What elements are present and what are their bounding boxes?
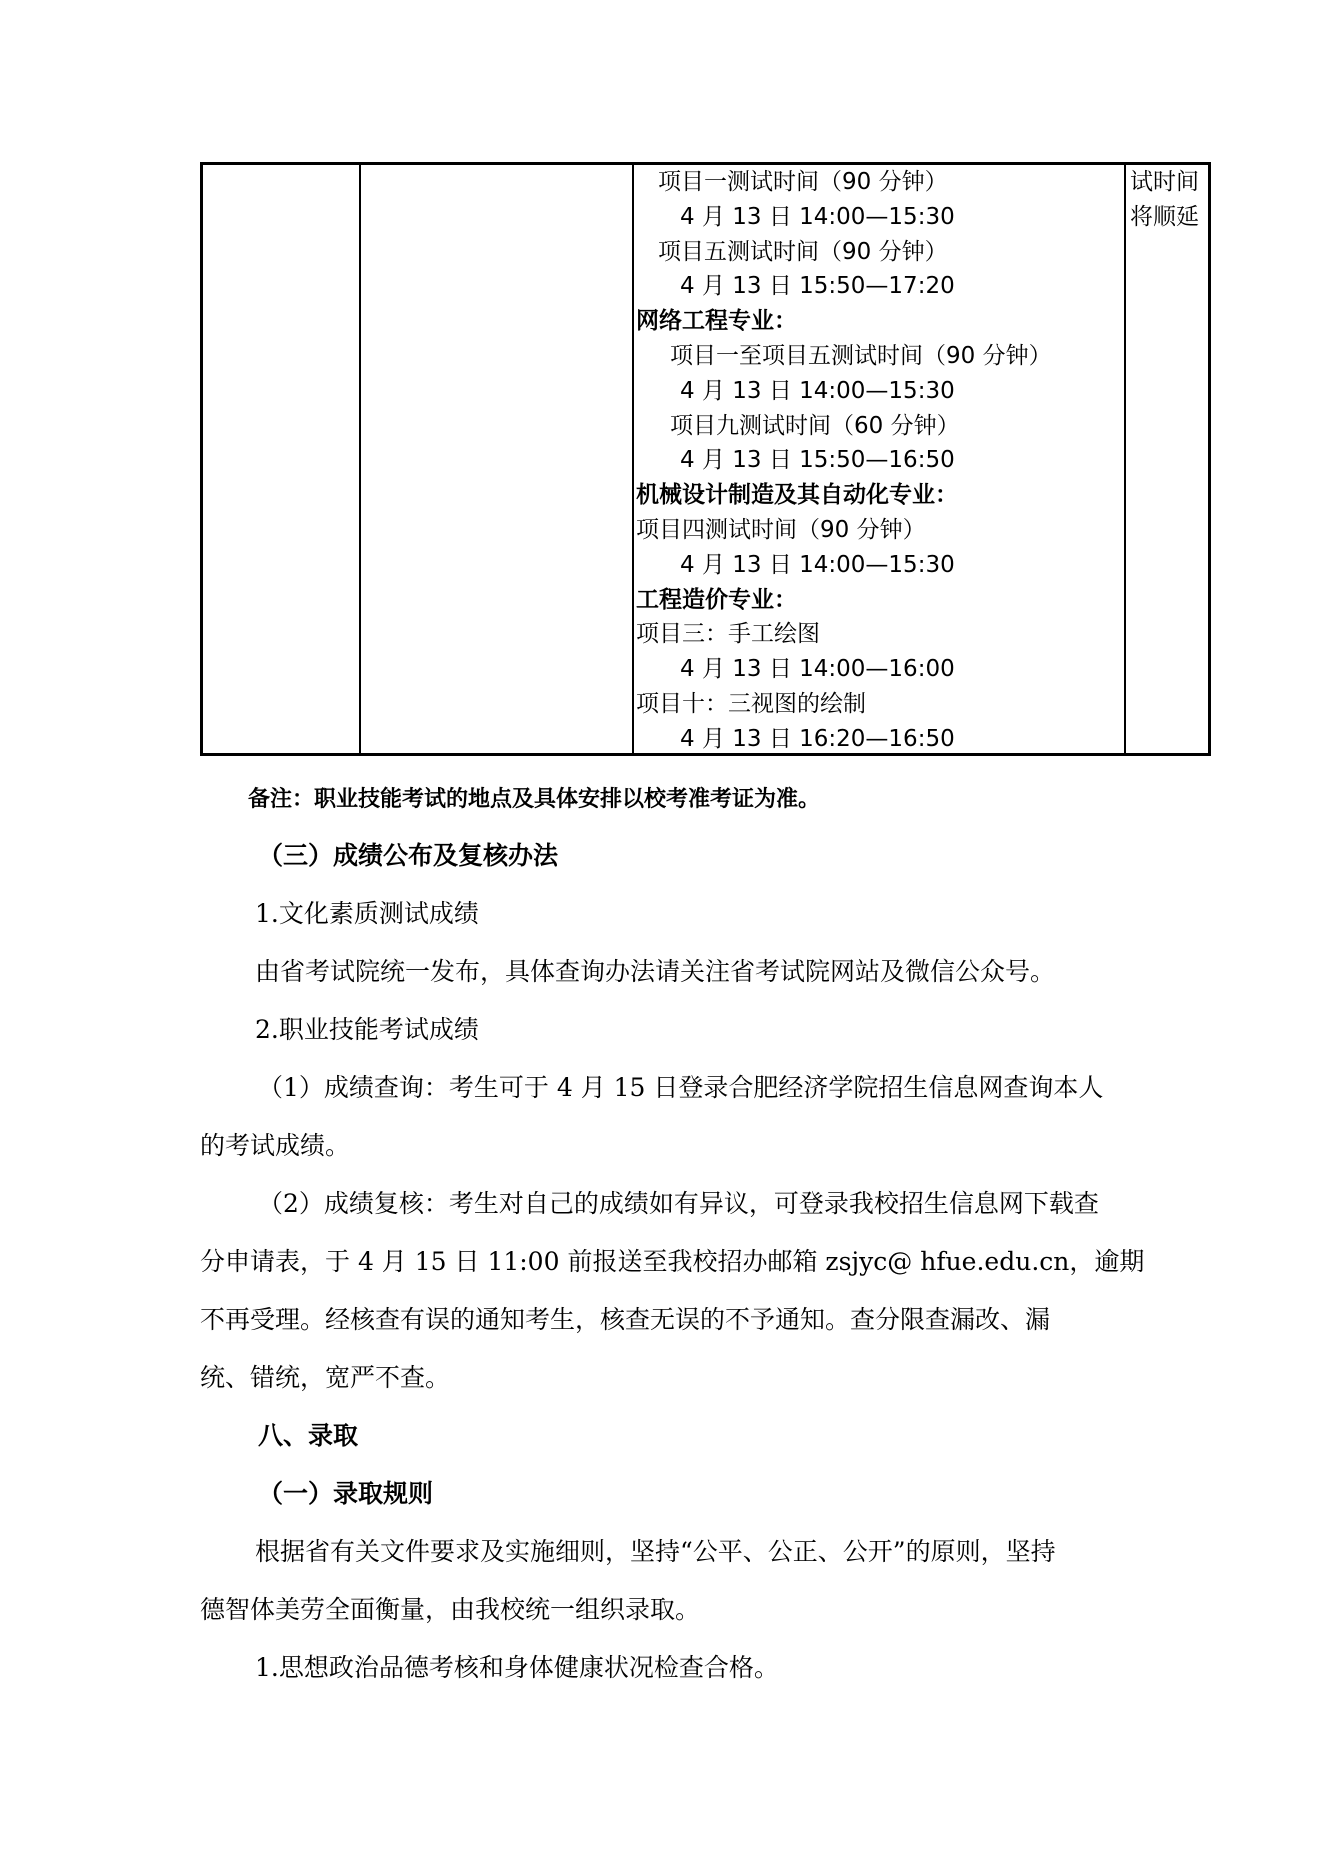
table-note: 备注：职业技能考试的地点及具体安排以校考准考证为准。 bbox=[248, 787, 821, 812]
schedule-line: 项目五测试时间（90 分钟） bbox=[658, 238, 948, 265]
column-divider bbox=[1124, 165, 1126, 753]
schedule-line: 项目一至项目五测试时间（90 分钟） bbox=[670, 343, 1052, 369]
schedule-line: 项目四测试时间（90 分钟） bbox=[636, 517, 926, 543]
item2-paragraph2-line1: （2）成绩复核：考生对自己的成绩如有异议，可登录我校招生信息网下载查 bbox=[258, 1189, 1099, 1218]
schedule-line: 4 月 13 日 15:50—16:50 bbox=[680, 447, 955, 474]
schedule-line: 4 月 13 日 16:20—16:50 bbox=[680, 725, 955, 752]
rules-line2: 德智体美劳全面衡量，由我校统一组织录取。 bbox=[200, 1595, 701, 1624]
item2-paragraph2-line4: 统、错统，宽严不查。 bbox=[200, 1363, 451, 1392]
schedule-line: 项目九测试时间（60 分钟） bbox=[670, 412, 960, 439]
item2-paragraph2-line3: 不再受理。经核查有误的通知考生，核查无误的不予通知。查分限查漏改、漏 bbox=[200, 1305, 1051, 1334]
schedule-line: 4 月 13 日 15:50—17:20 bbox=[680, 273, 955, 300]
item1-body: 由省考试院统一发布，具体查询办法请关注省考试院网站及微信公众号。 bbox=[255, 957, 1056, 986]
major-heading: 网络工程专业： bbox=[636, 308, 797, 335]
schedule-line: 项目十：三视图的绘制 bbox=[636, 691, 866, 717]
column-divider bbox=[359, 165, 361, 753]
section-title-results: （三）成绩公布及复核办法 bbox=[258, 841, 559, 870]
major-heading: 工程造价专业： bbox=[636, 586, 797, 613]
major-heading: 机械设计制造及其自动化专业： bbox=[636, 482, 958, 509]
column-divider bbox=[632, 165, 634, 753]
rules-item1: 1.思想政治品德考核和身体健康状况检查合格。 bbox=[255, 1653, 779, 1682]
schedule-table bbox=[200, 162, 1211, 756]
remark-line: 将顺延 bbox=[1130, 203, 1199, 230]
rules-line1: 根据省有关文件要求及实施细则，坚持“公平、公正、公开”的原则，坚持 bbox=[255, 1537, 1056, 1566]
schedule-content-cell bbox=[636, 165, 1116, 753]
schedule-line: 4 月 13 日 14:00—15:30 bbox=[680, 203, 955, 230]
item2-paragraph2-line2: 分申请表，于 4 月 15 日 11:00 前报送至我校招办邮箱 zsjyc@ hfue.edu.cn，逾期 bbox=[200, 1247, 1145, 1276]
subsection-title-rules: （一）录取规则 bbox=[258, 1479, 434, 1508]
schedule-line: 项目一测试时间（90 分钟） bbox=[658, 169, 948, 195]
schedule-line: 4 月 13 日 14:00—15:30 bbox=[680, 551, 955, 578]
remark-line: 试时间 bbox=[1130, 169, 1199, 195]
schedule-line: 项目三：手工绘图 bbox=[636, 621, 820, 648]
item2-paragraph1-line1: （1）成绩查询：考生可于 4 月 15 日登录合肥经济学院招生信息网查询本人 bbox=[258, 1073, 1104, 1102]
item2-paragraph1-line2: 的考试成绩。 bbox=[200, 1131, 351, 1160]
item1-title: 1.文化素质测试成绩 bbox=[255, 899, 479, 928]
schedule-line: 4 月 13 日 14:00—16:00 bbox=[680, 656, 955, 683]
item2-title: 2.职业技能考试成绩 bbox=[255, 1015, 479, 1044]
chapter-title-admission: 八、录取 bbox=[258, 1421, 359, 1450]
schedule-line: 4 月 13 日 14:00—15:30 bbox=[680, 377, 955, 404]
